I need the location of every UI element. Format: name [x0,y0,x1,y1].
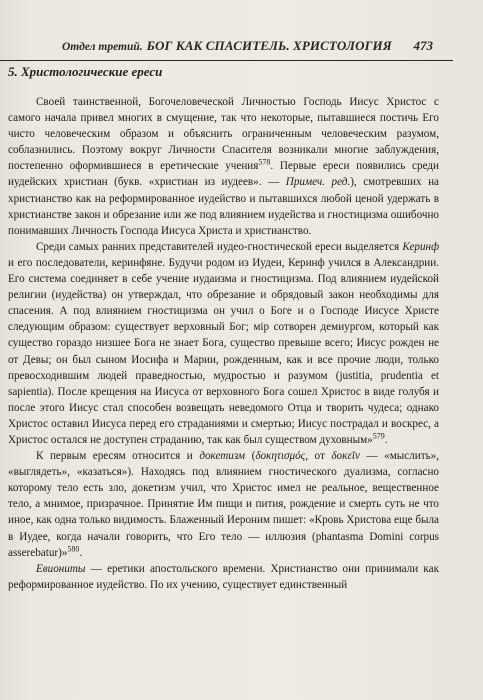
header-title: БОГ КАК СПАСИТЕЛЬ. ХРИСТОЛОГИЯ [146,38,392,53]
text-run: — еретики апостольского времени. Христианство они принимали как реформированное иудейство. По их учению, существует единственный [8,562,439,591]
italic-run: Евиониты [36,562,86,575]
text-run: Среди самых ранних представителей иудео-гностической ереси выделяется [36,240,403,253]
body-text [8,94,439,593]
section-title: 5. Христологические ереси [8,64,163,79]
text-run: . [384,433,388,446]
header-section: Отдел третий. [62,41,143,53]
footnote-marker: 578 [258,157,271,167]
text-run: Своей таинственной, Богочеловеческой Личностью Господь Иисус Христос с самого начала привел многих в смущение, так что некоторые, пытавшиеся постичь Его чисто человеческим образом и объяснить ограниченным человеческим разумом, соблазнились. Поэтому вокруг Личности Спасителя возникали многие заблуждения, постепенно оформившиеся в еретические учения [8,96,439,173]
paragraph-2 [8,239,439,448]
text-run: . Первые ереси появились среди иудейских христиан (букв. «христиан из иудеев». — [8,160,440,189]
page-number: 473 [413,38,433,53]
paragraph-3 [8,448,439,561]
text-run: ( [245,450,256,463]
italic-run: δοκητισμός [255,450,306,463]
text-run: и его последователи, керинфяне. Будучи родом из Иудеи, Керинф учился в Александрии. Его система соединяет в себе учение иудаизма и гностицизма. Под влиянием иудейской религии (иудейства) он утверждал, что обрезание и обрядовый закон необходимы для спасения. А под влиянием гностицизма он учил о Боге и о Господе Иисусе Христе следующим образом: существует верховный Бог; мір сотворен демиургом, который как существо гораздо низшее Бога не знает Бога, существо превыше всего; Иисус рожден не от Девы; он был сыном Иосифа и Марии, рожденным, как и все прочие люди, только превосходившим людей праведностью, мудростью и разумом (justitia, prudentia et sapientia). После крещения на Иисуса от верховного Бога сошел Христос в виде голубя и после этого Иисус стал способен возвещать неведомого Отца и творить чудеса; однако Христос оставил Иисуса перед его страданиями и смертью; Иисус пострадал и воскрес, а Христос остался не доступен страданию, так как был существом духовным» [8,256,439,446]
paragraph-1 [8,94,439,239]
italic-run: δοκεῖν [331,450,360,463]
text-run: К первым ересям относится и [36,450,200,463]
text-run: . [79,546,83,559]
text-run: ), смотревших на христианство как на реформированное иудейство и пытавшихся любой ценой удержать в христианстве закон и обрезание или же под влиянием иудейства и гностицизма ошибочно понимавших Личность Господа Иисуса Христа и христианство. [8,176,439,237]
footnote-marker: 579 [372,431,385,441]
header-left [62,38,392,54]
footnote-marker: 580 [67,543,80,553]
italic-run: докетизм [199,450,246,463]
text-run: — «мыслить», «выглядеть», «казаться»). Находясь под влиянием гностического дуализма, согласно которому тело есть зло, докетизм учил, что Христос имел не реальное, вещественное тело, а мнимое, призрачное. Принятие Им пищи и пития, рождение и смерть суть не что иное, как одна только видимость. Блаженный Иероним пишет: «Кровь Христова еще была в Иудее, когда начали говорить, что Его тело — иллюзия (phantasma Domini corpus asserebatur)» [8,450,440,559]
header-rule [0,60,453,61]
paragraph-4 [8,561,439,593]
running-header [62,38,433,60]
italic-run: Керинф [402,240,439,253]
italic-run: Примеч. ред. [285,176,351,189]
text-run: , от [305,450,332,463]
